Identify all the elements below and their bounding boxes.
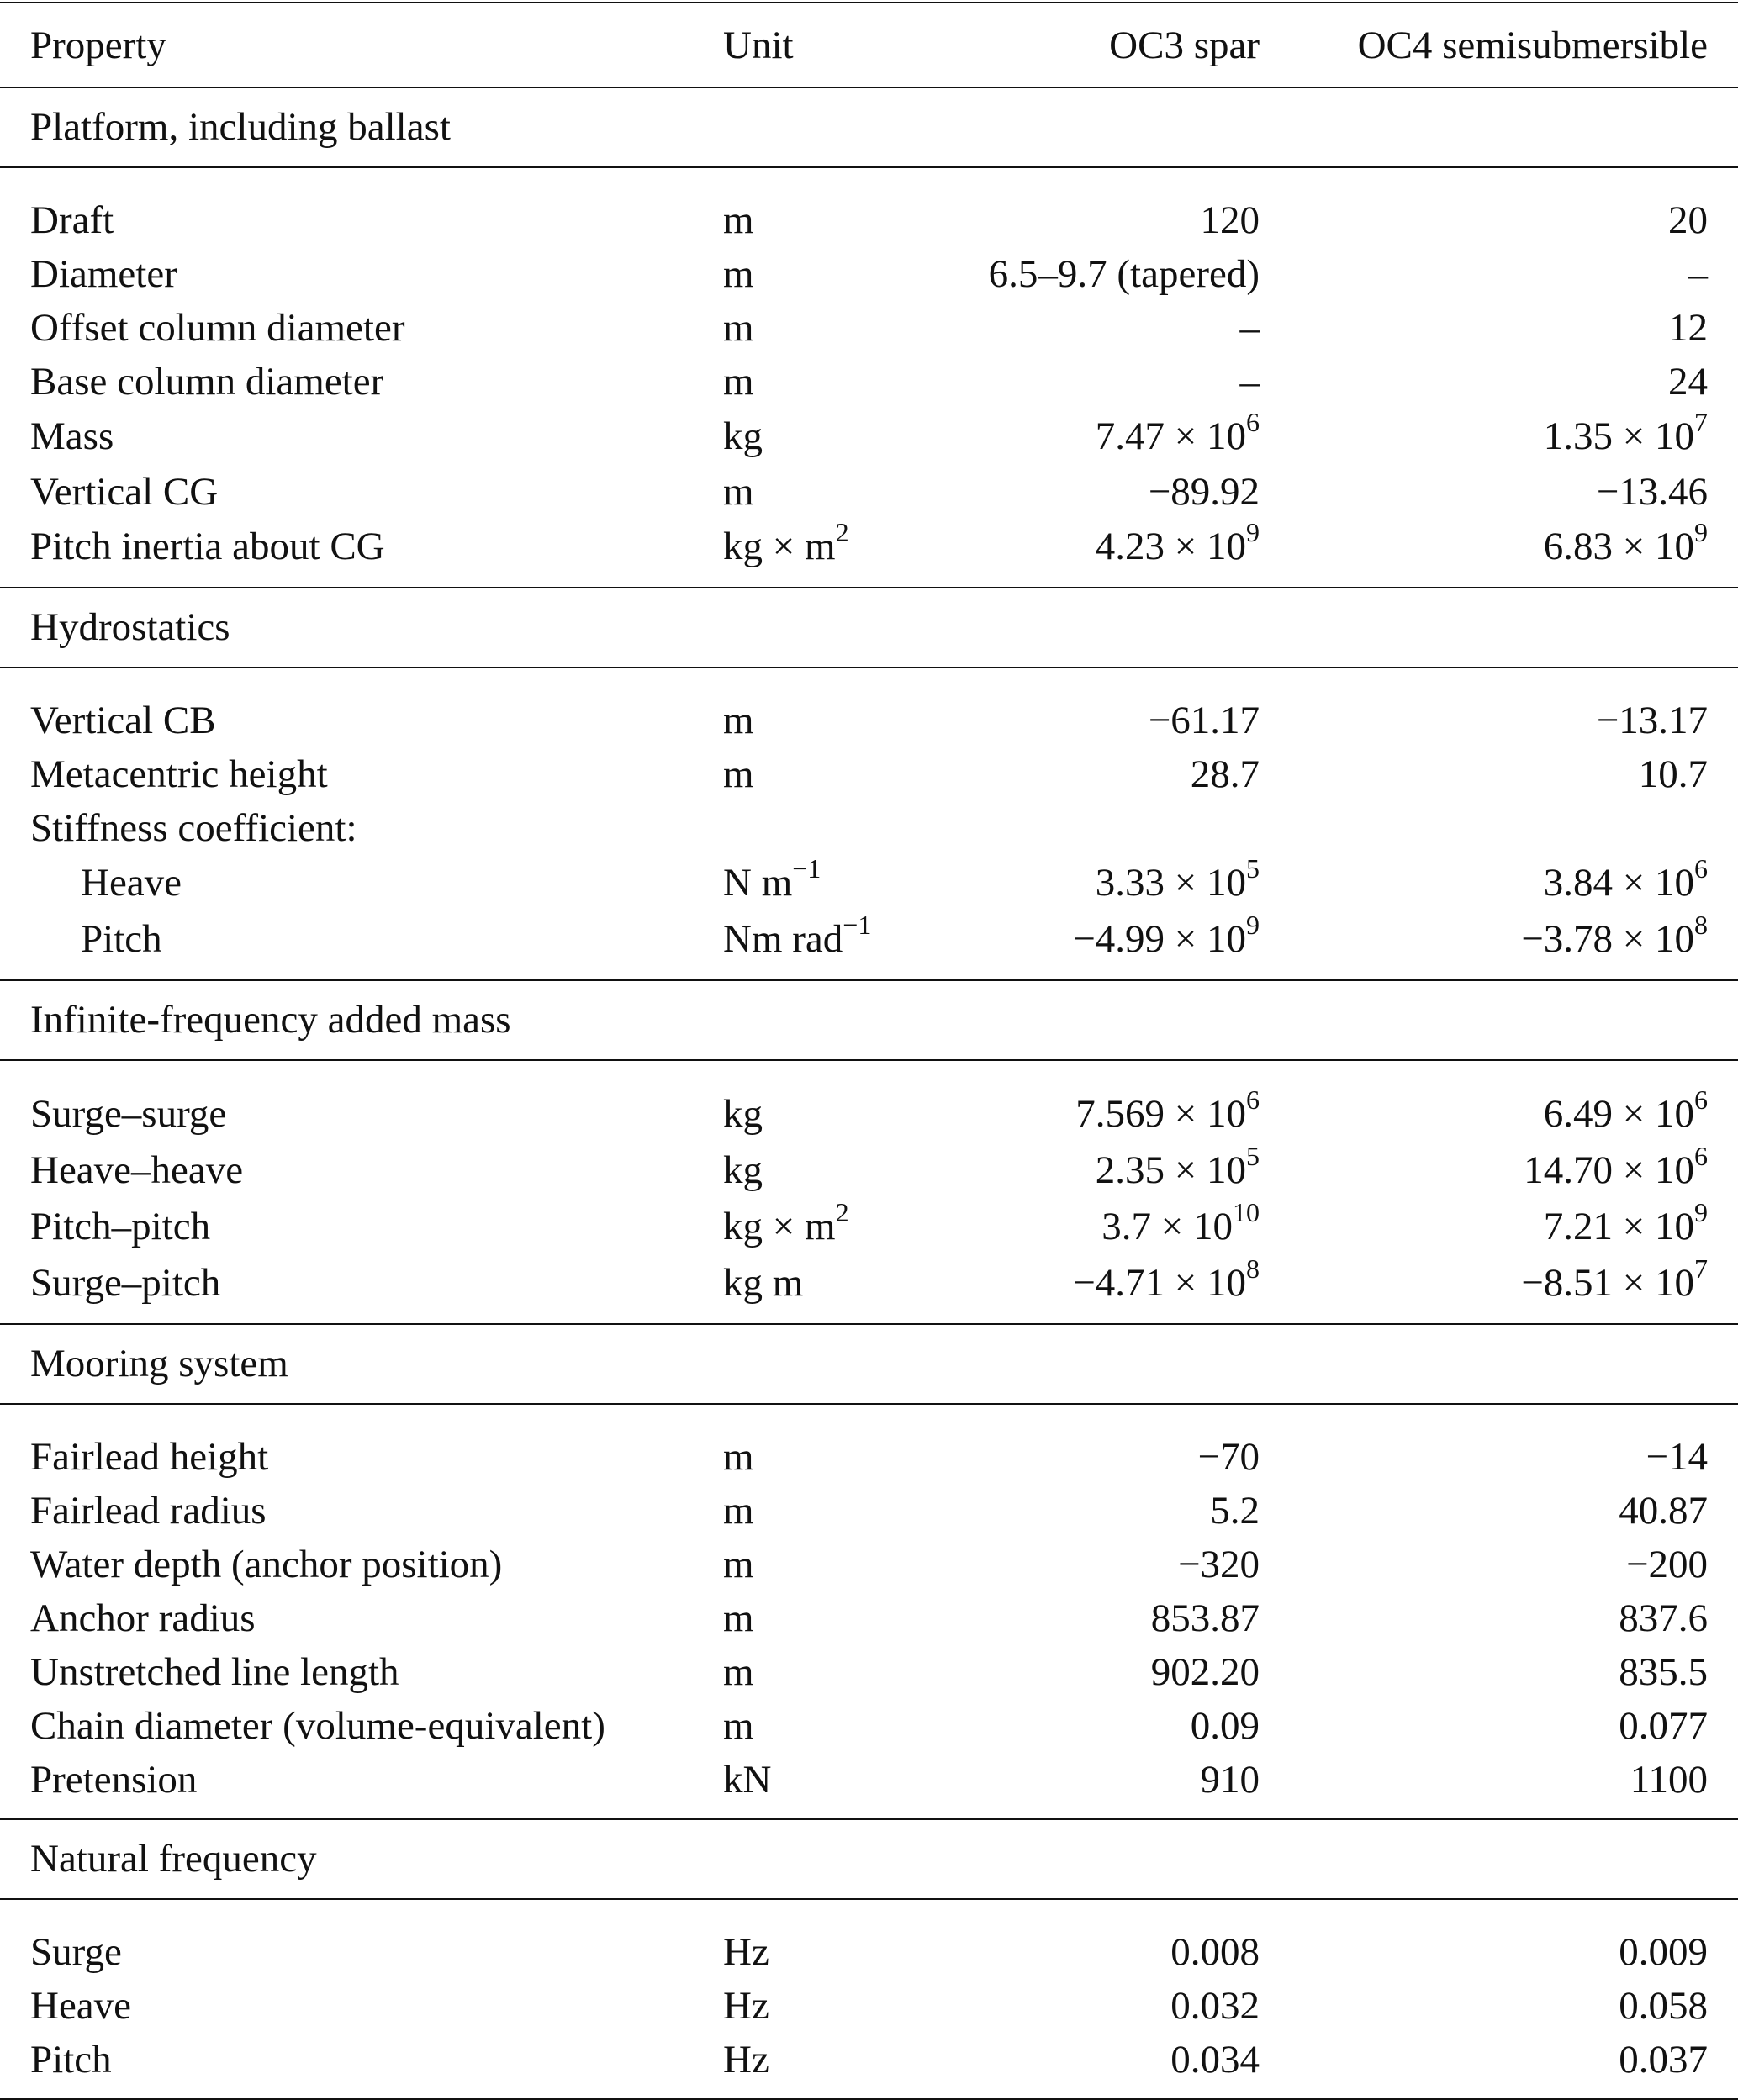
cell-oc3: 120 — [1200, 198, 1260, 242]
cell-property: Pitch inertia about CG — [0, 519, 723, 588]
table-row — [0, 167, 1738, 247]
cell-property: Mass — [30, 414, 114, 458]
cell-oc3: −89.92 — [1148, 469, 1260, 514]
cell-property: Vertical CG — [30, 469, 219, 514]
table-row — [0, 667, 1738, 747]
cell-unit-base: N m — [723, 861, 793, 905]
cell-unit: m — [723, 1434, 754, 1479]
cell-oc3-exp: 8 — [1246, 1253, 1260, 1285]
cell-property: Chain diameter (volume-equivalent) — [30, 1703, 605, 1748]
table-row — [0, 1591, 1738, 1645]
cell-unit: m — [723, 752, 754, 796]
table-row — [0, 1199, 1738, 1255]
cell-unit-base: kg × m — [723, 1205, 836, 1248]
cell-oc3: 6.5–9.7 (tapered) — [988, 251, 1260, 296]
section-header-row — [0, 1324, 1738, 1404]
cell-oc4: 0.058 — [1619, 1983, 1708, 2028]
table-row — [0, 1899, 1738, 1979]
table-row — [0, 747, 1738, 801]
cell-unit: kg — [723, 414, 763, 458]
table-row — [0, 409, 1738, 465]
cell-unit: kN — [723, 1753, 975, 1819]
section-hydrostatics — [0, 588, 1738, 980]
table-row — [0, 1753, 1738, 1819]
header-property: Property — [0, 3, 723, 87]
cell-oc3 — [975, 409, 1260, 465]
cell-oc3-base: 7.569 × 10 — [1075, 1092, 1246, 1136]
cell-oc4: −14 — [1646, 1434, 1708, 1479]
cell-oc3-exp: 9 — [1246, 910, 1260, 941]
cell-unit: m — [723, 1542, 754, 1586]
properties-table — [0, 2, 1738, 2100]
cell-oc4 — [1260, 911, 1738, 980]
cell-oc4: 0.037 — [1260, 2033, 1738, 2099]
table-row — [0, 911, 1738, 980]
table-row — [0, 1060, 1738, 1142]
cell-oc3: 28.7 — [1190, 752, 1260, 796]
cell-unit: m — [723, 1596, 754, 1640]
cell-unit: m — [723, 698, 754, 742]
cell-unit — [723, 801, 975, 855]
table-row — [0, 247, 1738, 301]
cell-oc3 — [975, 1199, 1260, 1255]
cell-oc3-exp: 10 — [1233, 1197, 1260, 1228]
cell-oc4-exp: 9 — [1694, 1197, 1708, 1228]
cell-oc3 — [975, 801, 1260, 855]
cell-unit: m — [723, 1488, 754, 1533]
table-row — [0, 1979, 1738, 2033]
cell-oc3: −70 — [1197, 1434, 1260, 1479]
cell-unit-base: Nm rad — [723, 917, 843, 961]
cell-oc3: 0.09 — [1190, 1703, 1260, 1748]
section-title: Infinite-frequency added mass — [0, 980, 1738, 1060]
cell-unit: Hz — [723, 1983, 769, 2028]
cell-unit: m — [723, 305, 754, 350]
cell-property: Unstretched line length — [30, 1649, 399, 1694]
cell-oc3: – — [1239, 305, 1260, 350]
cell-unit-base: kg × m — [723, 525, 836, 568]
cell-oc3: −320 — [1177, 1542, 1260, 1586]
cell-property: Anchor radius — [30, 1596, 256, 1640]
cell-oc4: 12 — [1668, 305, 1708, 350]
cell-oc4-exp: 6 — [1694, 1141, 1708, 1172]
table-row — [0, 301, 1738, 355]
cell-oc3: 902.20 — [1150, 1649, 1260, 1694]
cell-oc4: 0.009 — [1619, 1929, 1708, 1974]
cell-oc4-exp: 6 — [1694, 853, 1708, 884]
cell-oc4: 835.5 — [1619, 1649, 1708, 1694]
cell-property: Surge — [30, 1929, 122, 1974]
cell-unit: m — [723, 359, 754, 404]
header-unit: Unit — [723, 3, 975, 87]
cell-property: Pitch — [0, 2033, 723, 2099]
cell-oc3 — [975, 1060, 1260, 1142]
cell-oc4 — [1260, 1060, 1738, 1142]
cell-oc3: 0.034 — [975, 2033, 1260, 2099]
section-mooring — [0, 1324, 1738, 1819]
cell-oc3-exp: 5 — [1246, 853, 1260, 884]
cell-oc3: 0.008 — [1170, 1929, 1260, 1974]
cell-oc3 — [975, 855, 1260, 911]
cell-property: Pitch–pitch — [30, 1205, 211, 1248]
cell-oc3: 853.87 — [1150, 1596, 1260, 1640]
cell-unit: m — [723, 1649, 754, 1694]
cell-unit: Hz — [723, 1929, 769, 1974]
cell-property: Base column diameter — [30, 359, 384, 404]
cell-oc4-base: −8.51 × 10 — [1521, 1261, 1694, 1305]
cell-oc4: 24 — [1668, 359, 1708, 404]
cell-oc4-base: 3.84 × 10 — [1543, 861, 1694, 905]
cell-oc3-base: 3.7 × 10 — [1101, 1205, 1233, 1248]
cell-property: Diameter — [30, 251, 177, 296]
cell-oc4: 10.7 — [1638, 752, 1708, 796]
cell-unit — [723, 911, 975, 980]
cell-oc3-base: −4.99 × 10 — [1073, 917, 1246, 961]
cell-oc4-base: 7.21 × 10 — [1543, 1205, 1694, 1248]
cell-oc4 — [1260, 1255, 1738, 1324]
cell-oc4-exp: 7 — [1694, 407, 1708, 438]
table-row — [0, 1699, 1738, 1753]
section-platform — [0, 87, 1738, 588]
cell-oc4 — [1260, 519, 1738, 588]
table-row — [0, 1255, 1738, 1324]
table-header-row — [0, 3, 1738, 87]
section-natural-frequency — [0, 1819, 1738, 2099]
cell-oc4-base: 14.70 × 10 — [1524, 1148, 1694, 1192]
section-added-mass — [0, 980, 1738, 1324]
cell-oc3: 5.2 — [1210, 1488, 1260, 1533]
cell-oc3-exp: 5 — [1246, 1141, 1260, 1172]
cell-unit-exp: −1 — [792, 853, 821, 884]
cell-unit: Hz — [723, 2033, 975, 2099]
section-header-row — [0, 980, 1738, 1060]
cell-property: Fairlead radius — [30, 1488, 267, 1533]
section-header-row — [0, 588, 1738, 667]
table-row — [0, 855, 1738, 911]
cell-property: Heave — [30, 1983, 132, 2028]
cell-property: Heave–heave — [30, 1148, 244, 1192]
cell-oc4: – — [1688, 251, 1708, 296]
cell-property: Stiffness coefficient: — [30, 805, 357, 850]
table-row — [0, 1484, 1738, 1538]
table-row — [0, 2033, 1738, 2099]
table-row — [0, 1404, 1738, 1484]
section-title: Platform, including ballast — [0, 87, 1738, 167]
cell-oc3: – — [1239, 359, 1260, 404]
header-oc3: OC3 spar — [975, 3, 1260, 87]
cell-unit: m — [723, 198, 754, 242]
cell-unit: kg — [723, 1148, 763, 1192]
cell-oc4-exp: 6 — [1694, 1084, 1708, 1116]
cell-oc4 — [1260, 1199, 1738, 1255]
cell-unit — [723, 1199, 975, 1255]
cell-unit: kg m — [723, 1255, 975, 1324]
table-row — [0, 465, 1738, 519]
cell-oc4-base: 1.35 × 10 — [1543, 414, 1694, 458]
cell-oc3 — [975, 1255, 1260, 1324]
cell-unit: m — [723, 469, 754, 514]
cell-oc3-base: 2.35 × 10 — [1095, 1148, 1246, 1192]
cell-property: Pretension — [0, 1753, 723, 1819]
cell-property: Vertical CB — [30, 698, 216, 742]
cell-oc4-base: −3.78 × 10 — [1521, 917, 1694, 961]
cell-oc4: 1100 — [1260, 1753, 1738, 1819]
header-oc4: OC4 semisubmersible — [1260, 3, 1738, 87]
cell-oc3: 0.032 — [1170, 1983, 1260, 2028]
cell-property: Offset column diameter — [30, 305, 405, 350]
cell-oc3 — [975, 1142, 1260, 1199]
section-header-row — [0, 87, 1738, 167]
cell-unit: m — [723, 1703, 754, 1748]
cell-oc4: 837.6 — [1619, 1596, 1708, 1640]
cell-oc4: 40.87 — [1619, 1488, 1708, 1533]
cell-oc3-base: 3.33 × 10 — [1095, 861, 1246, 905]
cell-oc3-exp: 6 — [1246, 1084, 1260, 1116]
cell-oc4: −13.17 — [1596, 698, 1708, 742]
cell-unit-exp: 2 — [835, 517, 849, 548]
cell-oc4-exp: 7 — [1694, 1253, 1708, 1285]
cell-unit-exp: 2 — [835, 1197, 849, 1228]
cell-oc4-exp: 9 — [1694, 517, 1708, 548]
cell-oc3-exp: 9 — [1246, 517, 1260, 548]
section-title: Natural frequency — [0, 1819, 1738, 1899]
table-row — [0, 355, 1738, 409]
cell-oc4: −13.46 — [1596, 469, 1708, 514]
table-row — [0, 1142, 1738, 1199]
cell-oc3-base: 7.47 × 10 — [1095, 414, 1246, 458]
cell-oc4-exp: 8 — [1694, 910, 1708, 941]
cell-oc4-base: 6.49 × 10 — [1543, 1092, 1694, 1136]
cell-oc4: −200 — [1625, 1542, 1708, 1586]
cell-unit: m — [723, 251, 754, 296]
cell-property: Heave — [81, 861, 182, 905]
cell-unit — [723, 855, 975, 911]
cell-oc3-exp: 6 — [1246, 407, 1260, 438]
cell-property: Water depth (anchor position) — [30, 1542, 503, 1586]
cell-unit-exp: −1 — [843, 910, 872, 941]
cell-property: Metacentric height — [30, 752, 328, 796]
section-title: Mooring system — [0, 1324, 1738, 1404]
cell-oc4 — [1260, 855, 1738, 911]
cell-oc4: 20 — [1668, 198, 1708, 242]
cell-property: Fairlead height — [30, 1434, 269, 1479]
table-row — [0, 1538, 1738, 1591]
cell-property: Surge–surge — [30, 1092, 227, 1136]
cell-oc4: 0.077 — [1619, 1703, 1708, 1748]
section-header-row — [0, 1819, 1738, 1899]
cell-unit — [723, 519, 975, 588]
cell-property: Draft — [30, 198, 114, 242]
cell-oc3: −61.17 — [1148, 698, 1260, 742]
table-row — [0, 1645, 1738, 1699]
cell-oc4-base: 6.83 × 10 — [1543, 525, 1694, 568]
cell-unit: kg — [723, 1092, 763, 1136]
cell-oc3 — [975, 519, 1260, 588]
cell-oc4 — [1260, 409, 1738, 465]
cell-oc4 — [1260, 1142, 1738, 1199]
cell-oc3 — [975, 911, 1260, 980]
table-row — [0, 801, 1738, 855]
cell-property: Surge–pitch — [0, 1255, 723, 1324]
cell-oc3-base: −4.71 × 10 — [1073, 1261, 1246, 1305]
cell-oc3: 910 — [975, 1753, 1260, 1819]
section-title: Hydrostatics — [0, 588, 1738, 667]
cell-oc3-base: 4.23 × 10 — [1095, 525, 1246, 568]
table-row — [0, 519, 1738, 588]
cell-property: Pitch — [0, 911, 723, 980]
cell-oc4 — [1260, 801, 1738, 855]
